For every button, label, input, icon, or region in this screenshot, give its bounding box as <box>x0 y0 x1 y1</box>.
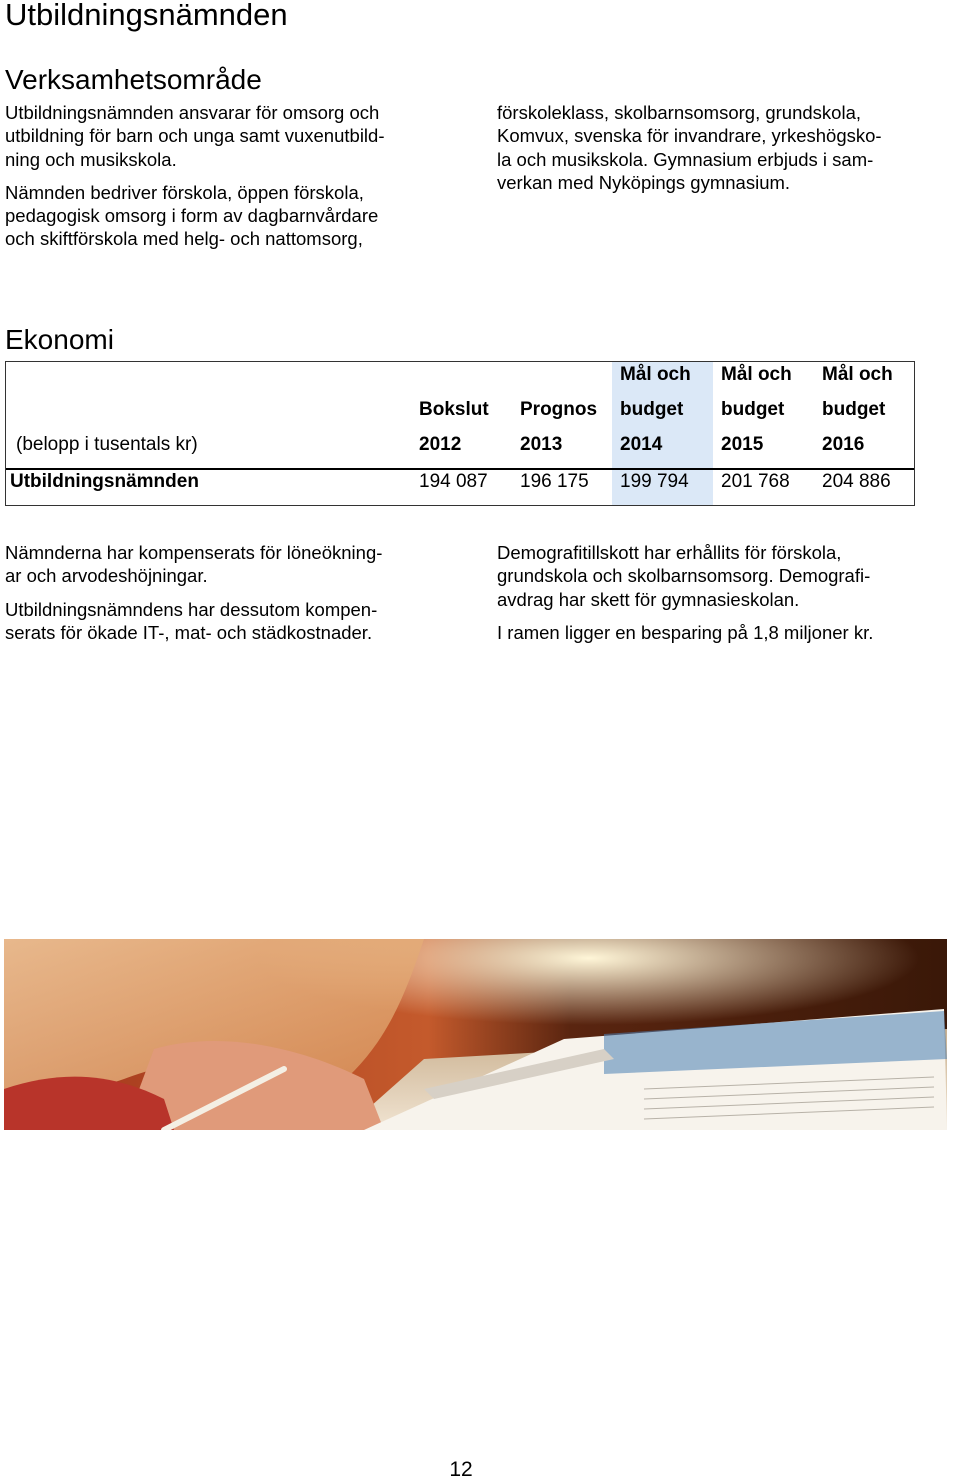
page-title: Utbildningsnämnden <box>5 0 288 32</box>
paragraph: Utbildningsnämnden ansvarar för omsorg och utbildning för barn och unga samt vuxenutbild- ning och musikskola. <box>5 102 385 170</box>
col-year: 2013 <box>520 434 563 455</box>
verksamhet-left-column <box>5 101 445 261</box>
cell-value: 194 087 <box>419 471 488 492</box>
col-header-line2: budget <box>822 399 886 420</box>
paragraph: Nämnden bedriver förskola, öppen förskola, pedagogisk omsorg i form av dagbarnvårdare och skiftförskola med helg- och nattomsorg, <box>5 181 379 250</box>
paragraph: Demografitillskott har erhållits för förskola, grundskola och skolbarnsomsorg. Demografi- avdrag har skett för gymnasieskolan. <box>497 542 871 610</box>
col-year: 2012 <box>419 434 462 455</box>
unit-label: (belopp i tusentals kr) <box>16 434 198 455</box>
verksamhet-right-column <box>497 101 937 204</box>
paragraph: Nämnderna har kompenserats för löneökning- ar och arvodeshöjningar. <box>5 542 383 587</box>
cell-value: 196 175 <box>520 471 589 492</box>
row-label: Utbildningsnämnden <box>10 471 199 492</box>
header-rule <box>6 468 914 470</box>
economy-table <box>5 361 915 506</box>
cell-value: 201 768 <box>721 471 790 492</box>
col-header-line2: budget <box>721 399 785 420</box>
section-heading-verksamhet: Verksamhetsområde <box>5 64 262 95</box>
paragraph: I ramen ligger en besparing på 1,8 miljoner kr. <box>497 621 874 643</box>
col-header-line1: Mål och <box>620 364 691 385</box>
col-header-line2: Bokslut <box>419 399 489 420</box>
col-year: 2015 <box>721 434 764 455</box>
paragraph: förskoleklass, skolbarnsomsorg, grundskola, Komvux, svenska för invandrare, yrkeshögsko- la och musikskola. Gymnasium erbjuds i sam- verkan med Nyköpings gymnasium. <box>497 102 882 193</box>
col-year: 2014 <box>620 434 663 455</box>
child-reading-photo <box>4 939 947 1130</box>
col-header-line1: Mål och <box>721 364 792 385</box>
col-header-line2: budget <box>620 399 684 420</box>
paragraph: Utbildningsnämndens har dessutom kompen- serats för ökade IT-, mat- och städkostnader. <box>5 598 378 643</box>
col-header-line1: Mål och <box>822 364 893 385</box>
cell-value: 204 886 <box>822 471 891 492</box>
section-heading-ekonomi: Ekonomi <box>5 324 114 355</box>
cell-value: 199 794 <box>620 471 689 492</box>
col-year: 2016 <box>822 434 865 455</box>
page-number: 12 <box>449 1458 473 1481</box>
col-header-line2: Prognos <box>520 399 598 420</box>
ekonomi-right-column <box>497 541 937 654</box>
ekonomi-left-column <box>5 541 445 654</box>
